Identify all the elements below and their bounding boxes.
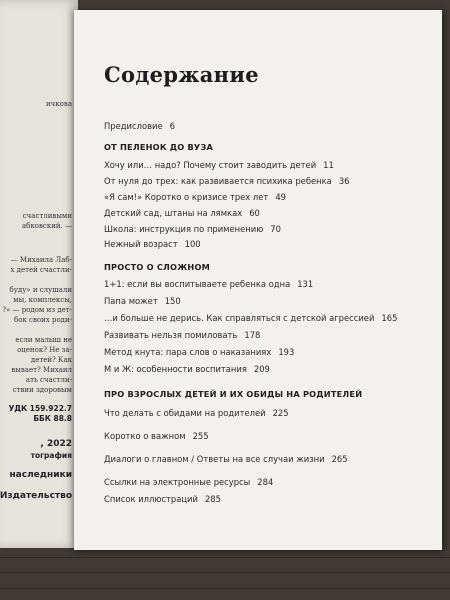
table-grain: [0, 557, 450, 558]
toc-entry-page: 150: [164, 296, 181, 306]
toc-entry-page: 193: [278, 347, 295, 357]
toc-entry-page: 165: [381, 313, 398, 323]
toc-entry[interactable]: [104, 347, 294, 358]
left-page-text: оценок? Не за-: [17, 346, 72, 354]
toc-entry[interactable]: [104, 494, 221, 505]
left-page-text: , 2022: [40, 439, 72, 449]
toc-entry-page: 11: [323, 160, 334, 170]
table-grain: [0, 588, 450, 589]
page-title: Содержание: [104, 62, 259, 87]
left-page-text: ствии здоровым: [12, 386, 72, 394]
toc-entry-page: 209: [253, 364, 270, 374]
toc-entry[interactable]: [104, 192, 286, 203]
left-page-text: ать счастли-: [25, 376, 72, 384]
toc-entry-label: Что делать с обидами на родителей: [104, 408, 266, 418]
toc-entry[interactable]: [104, 408, 289, 419]
toc-entry[interactable]: [104, 477, 273, 488]
toc-entry[interactable]: [104, 431, 209, 442]
toc-entry-page: 255: [192, 431, 209, 441]
left-page-text: ичкова: [46, 100, 72, 108]
toc-entry-label: Метод кнута: пара слов о наказаниях: [104, 347, 272, 357]
left-page-text: буду» и слушали: [9, 286, 72, 294]
toc-entry-page: 225: [272, 408, 289, 418]
toc-entry-page: 49: [275, 192, 286, 202]
left-page-text: если малыш не: [15, 336, 72, 344]
toc-entry-label: Нежный возраст: [104, 239, 178, 249]
left-page-text: тография: [30, 451, 72, 460]
toc-entry-label: Ссылки на электронные ресурсы: [104, 477, 251, 487]
toc-entry-label: От нуля до трех: как развивается психика ребенка: [104, 176, 332, 186]
toc-entry-page: 178: [244, 330, 261, 340]
toc-entry-label: …и больше не дерись. Как справляться с детской агрессией: [104, 313, 375, 323]
toc-page: [74, 10, 442, 550]
toc-entry-label: М и Ж: особенности воспитания: [104, 364, 247, 374]
toc-entry[interactable]: [104, 224, 281, 235]
toc-entry[interactable]: [104, 239, 201, 250]
left-page-text: ББК 88.8: [33, 414, 72, 423]
toc-entry[interactable]: [104, 208, 260, 219]
toc-entry-label: Предисловие: [104, 121, 163, 131]
toc-entry-page: 131: [297, 279, 314, 289]
left-page-text: детей? Как: [30, 356, 72, 364]
left-page-text: счастливыми: [22, 212, 72, 220]
left-page-text: УДК 159.922.7: [8, 404, 72, 413]
left-page: [0, 0, 78, 548]
toc-entry-label: Хочу или… надо? Почему стоит заводить детей: [104, 160, 317, 170]
table-grain: [0, 572, 450, 573]
toc-entry-page: 284: [257, 477, 274, 487]
toc-entry[interactable]: [104, 364, 270, 375]
toc-entry-label: Диалоги о главном / Ответы на все случаи жизни: [104, 454, 325, 464]
toc-entry-page: 100: [184, 239, 201, 249]
section-heading: ПРО ВЗРОСЛЫХ ДЕТЕЙ И ИХ ОБИДЫ НА РОДИТЕЛЕЙ: [104, 389, 363, 399]
toc-entry-label: Коротко о важном: [104, 431, 186, 441]
toc-entry-preface[interactable]: [104, 121, 175, 132]
toc-entry-label: Список иллюстраций: [104, 494, 198, 504]
toc-entry-page: 6: [169, 121, 175, 131]
toc-entry[interactable]: [104, 454, 348, 465]
toc-entry[interactable]: [104, 296, 181, 307]
toc-entry-page: 265: [331, 454, 348, 464]
toc-entry-label: Школа: инструкция по применению: [104, 224, 264, 234]
toc-entry[interactable]: [104, 160, 334, 171]
toc-entry[interactable]: [104, 176, 349, 187]
toc-entry[interactable]: [104, 330, 260, 341]
toc-entry-page: 60: [249, 208, 260, 218]
toc-entry-label: 1+1: если вы воспитываете ребенка одна: [104, 279, 291, 289]
left-page-text: х детей счастли-: [10, 266, 72, 274]
toc-entry-page: 285: [204, 494, 221, 504]
toc-entry[interactable]: [104, 279, 313, 290]
left-page-text: мы, комплексы,: [13, 296, 72, 304]
left-page-text: — Михаила Лаб-: [10, 256, 72, 264]
left-page-text: ?» — родом из дет-: [2, 306, 72, 314]
left-page-text: Издательство: [0, 491, 72, 501]
toc-entry-label: Развивать нельзя помиловать: [104, 330, 238, 340]
left-page-text: вывает? Михаил: [11, 366, 72, 374]
left-page-text: наследники: [9, 470, 72, 480]
toc-entry-page: 70: [270, 224, 281, 234]
section-heading: ОТ ПЕЛЕНОК ДО ВУЗА: [104, 142, 213, 152]
toc-entry[interactable]: [104, 313, 397, 324]
toc-entry-label: «Я сам!» Коротко о кризисе трех лет: [104, 192, 269, 202]
toc-entry-page: 36: [338, 176, 350, 186]
left-page-text: абковский. —: [22, 222, 72, 230]
left-page-text: бок своих роди-: [14, 316, 72, 324]
section-heading: ПРОСТО О СЛОЖНОМ: [104, 262, 210, 272]
toc-entry-label: Детский сад, штаны на лямках: [104, 208, 243, 218]
toc-entry-label: Папа может: [104, 296, 158, 306]
